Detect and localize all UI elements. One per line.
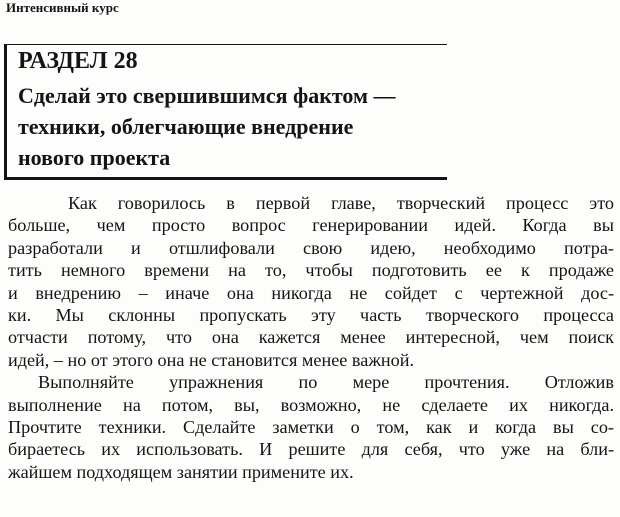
paragraph-1-line: и внедрению – иначе она никогда не сойдет с чертежной дос- [8,282,614,303]
paragraph-2-line: бираетесь их использовать. И решите для себя, что уже на бли- [8,439,614,460]
section-title-line: нового проекта [18,145,171,170]
paragraph-2-line: жайшем подходящем занятии примените их. [8,461,354,482]
body-text [8,192,614,483]
running-head: Интенсивный курс [6,0,119,15]
paragraph-1-line: ки. Мы склонны пропускать эту часть творческого процесса [8,304,614,325]
paragraph-2-line: выполнение на потом, вы, возможно, не сделаете их никогда. [8,394,614,415]
paragraph-1-line: отчасти потому, что она кажется менее интересной, чем поиск [8,327,614,348]
paragraph-1-line: больше, чем просто вопрос генерировании идей. Когда вы [8,215,614,236]
paragraph-1-line: тить немного времени на то, чтобы подготовить ее к продаже [8,260,614,281]
section-title-line: Сделай это свершившимся фактом — [18,83,396,108]
paragraph-1-line: разработали и отшлифовали свою идею, необходимо потра- [8,237,614,258]
paragraph-1-line: идей, – но от этого она не становится менее важной. [8,349,415,370]
section-label: РАЗДЕЛ 28 [18,48,138,74]
section-title-line: техники, облегчающие внедрение [18,114,354,139]
paragraph-1-line: Как говорилось в первой главе, творческий процесс это [68,193,614,213]
paragraph-2-line: Выполняйте упражнения по мере прочтения. Отложив [38,372,614,393]
section-title [18,80,438,173]
paragraph-2-line: Прочтите техники. Сделайте заметки о том, как и когда вы со- [8,416,614,437]
